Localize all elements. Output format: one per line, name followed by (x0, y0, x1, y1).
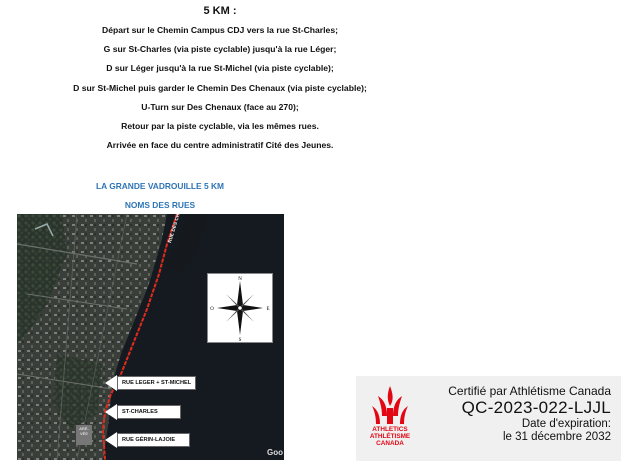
expiry-date: le 31 décembre 2032 (502, 431, 611, 443)
route-step: Retour par la piste cyclable, via les mêmes rues. (121, 120, 319, 131)
certification-panel (356, 376, 621, 461)
route-step: Départ sur le Chemin Campus CDJ vers la rue St-Charles; (102, 25, 338, 35)
arrow-left-icon (105, 404, 117, 420)
arrow-left-icon (105, 375, 117, 391)
route-step: D sur St-Michel puis garder le Chemin Des Chenaux (via piste cyclable); (73, 82, 367, 93)
compass-east: E (266, 307, 270, 312)
map-title: LA GRANDE VADROUILLE 5 KM (96, 181, 224, 191)
label-st-charles: ST-CHARLES (105, 405, 181, 419)
certified-by: Certifié par Athlétisme Canada (448, 384, 611, 398)
map-subtitle: NOMS DES RUES (124, 200, 196, 210)
route-steps (0, 25, 440, 159)
compass-south: S (238, 338, 242, 342)
route-step: D sur Léger jusqu'à la rue St-Michel (via piste cyclable); (106, 63, 334, 74)
certification-code: QC-2023-022-LJJL (461, 398, 611, 417)
compass-rose (207, 273, 273, 343)
label-rue-gerin-lajoie: RUE GÉRIN-LAJOIE (105, 433, 190, 447)
arrow-left-icon (105, 432, 117, 448)
athletics-canada-logo-icon (370, 384, 410, 426)
expiry-label: Date d'expiration: (521, 418, 611, 430)
course-title: 5 KM : (203, 5, 237, 17)
arrivee-tag: ARÉ- VÉE (76, 425, 92, 445)
route-step: Arrivée en face du centre administratif Cité des Jeunes. (106, 140, 334, 151)
map-watermark: Goo (267, 448, 283, 457)
athletics-canada-logo-text: ATHLETICS ATHLÉTISME CANADA (369, 426, 411, 447)
route-step: G sur St-Charles (via piste cyclable) jusqu'à la rue Léger; (103, 44, 337, 55)
label-rue-leger: RUE LEGER + ST-MICHEL (105, 376, 196, 390)
compass-icon (208, 274, 272, 342)
route-step: U-Turn sur Des Chenaux (face au 270); (141, 101, 299, 112)
compass-west: O (210, 307, 214, 312)
compass-north: N (238, 277, 242, 282)
